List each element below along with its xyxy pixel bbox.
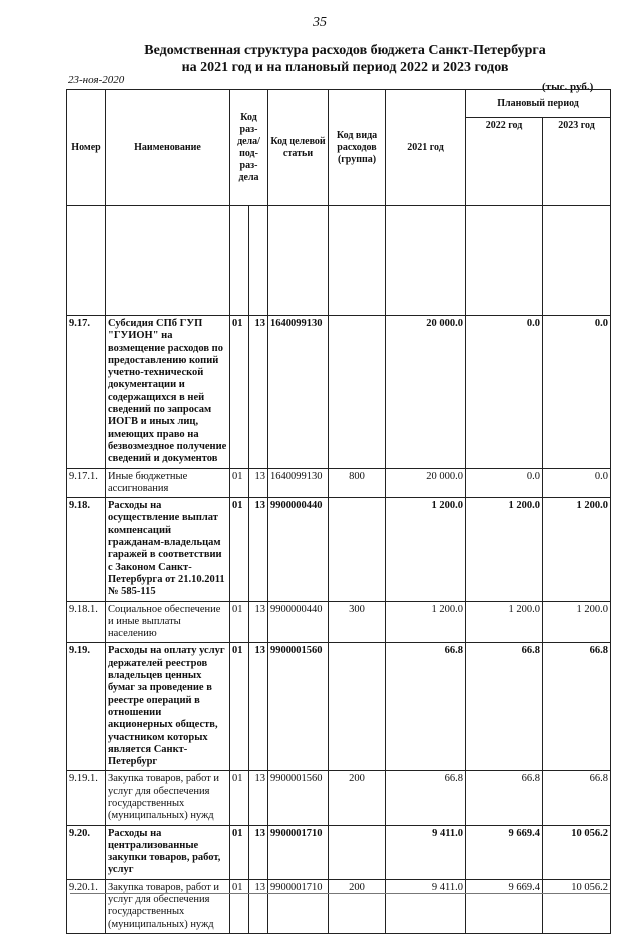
row-value-2023: 1 200.0 bbox=[543, 498, 611, 601]
header-year-2022: 2022 год bbox=[466, 118, 543, 206]
header-name: Наименование bbox=[106, 90, 230, 206]
row-number: 9.17. bbox=[67, 316, 106, 469]
row-section-code: 01 bbox=[230, 643, 249, 771]
row-expense-type-code: 200 bbox=[329, 771, 386, 825]
row-value-2022: 1 200.0 bbox=[466, 498, 543, 601]
budget-table bbox=[66, 89, 611, 934]
table-row bbox=[67, 825, 611, 879]
row-number: 9.20. bbox=[67, 825, 106, 879]
table-row bbox=[67, 879, 611, 933]
row-value-2023: 66.8 bbox=[543, 771, 611, 825]
row-value-2021: 9 411.0 bbox=[386, 825, 466, 879]
row-value-2022: 9 669.4 bbox=[466, 825, 543, 879]
row-value-2023: 10 056.2 bbox=[543, 825, 611, 879]
document-title bbox=[110, 42, 580, 76]
row-name: Субсидия СПб ГУП "ГУИОН" на возмещение расходов по предоставлению копий учетно-технической документации и содержащихся в ней сведений по запросам ИОГВ и иных лиц, имеющих право на безвозмездное получение сведений и документов bbox=[106, 316, 230, 469]
header-year-2021: 2021 год bbox=[386, 90, 466, 206]
row-name: Закупка товаров, работ и услуг для обеспечения государственных (муниципальных) нужд bbox=[106, 771, 230, 825]
row-value-2022: 66.8 bbox=[466, 771, 543, 825]
row-value-2023: 0.0 bbox=[543, 468, 611, 498]
units-label: (тыс. руб.) bbox=[542, 81, 594, 93]
row-target-code: 1640099130 bbox=[268, 316, 329, 469]
table-row bbox=[67, 643, 611, 771]
row-section-code: 01 bbox=[230, 601, 249, 643]
row-expense-type-code: 200 bbox=[329, 879, 386, 933]
header-planned-period: Плановый период bbox=[466, 90, 611, 118]
row-subsection-code: 13 bbox=[249, 771, 268, 825]
row-subsection-code: 13 bbox=[249, 316, 268, 469]
blank-row bbox=[67, 206, 611, 316]
row-number: 9.18. bbox=[67, 498, 106, 601]
row-target-code: 9900001560 bbox=[268, 771, 329, 825]
row-expense-type-code bbox=[329, 643, 386, 771]
table-row bbox=[67, 468, 611, 498]
row-expense-type-code bbox=[329, 316, 386, 469]
row-expense-type-code: 800 bbox=[329, 468, 386, 498]
row-section-code: 01 bbox=[230, 825, 249, 879]
row-name: Иные бюджетные ассигнования bbox=[106, 468, 230, 498]
title-line-1: Ведомственная структура расходов бюджета Санкт-Петербурга bbox=[144, 43, 546, 58]
header-target-code: Код целевой статьи bbox=[268, 90, 329, 206]
row-target-code: 9900000440 bbox=[268, 498, 329, 601]
row-value-2021: 9 411.0 bbox=[386, 879, 466, 933]
table-row bbox=[67, 316, 611, 469]
table-row bbox=[67, 498, 611, 601]
document-date: 23-ноя-2020 bbox=[68, 74, 125, 86]
row-value-2022: 0.0 bbox=[466, 316, 543, 469]
row-number: 9.19.1. bbox=[67, 771, 106, 825]
row-target-code: 1640099130 bbox=[268, 468, 329, 498]
row-section-code: 01 bbox=[230, 879, 249, 933]
table-row bbox=[67, 771, 611, 825]
header-section-code: Код раз- дела/ под- раз- дела bbox=[230, 90, 268, 206]
row-value-2022: 0.0 bbox=[466, 468, 543, 498]
row-value-2023: 0.0 bbox=[543, 316, 611, 469]
header-number: Номер bbox=[67, 90, 106, 206]
header-year-2023: 2023 год bbox=[543, 118, 611, 206]
row-subsection-code: 13 bbox=[249, 498, 268, 601]
row-section-code: 01 bbox=[230, 771, 249, 825]
row-subsection-code: 13 bbox=[249, 601, 268, 643]
header-expense-type-code: Код вида расходов (группа) bbox=[329, 90, 386, 206]
row-subsection-code: 13 bbox=[249, 879, 268, 933]
row-value-2021: 66.8 bbox=[386, 643, 466, 771]
row-expense-type-code bbox=[329, 825, 386, 879]
row-value-2021: 1 200.0 bbox=[386, 498, 466, 601]
row-expense-type-code bbox=[329, 498, 386, 601]
row-target-code: 9900001560 bbox=[268, 643, 329, 771]
row-value-2022: 66.8 bbox=[466, 643, 543, 771]
row-number: 9.17.1. bbox=[67, 468, 106, 498]
bottom-rule bbox=[70, 893, 610, 894]
row-subsection-code: 13 bbox=[249, 825, 268, 879]
row-name: Закупка товаров, работ и услуг для обеспечения государственных (муниципальных) нужд bbox=[106, 879, 230, 933]
row-name: Расходы на централизованные закупки товаров, работ, услуг bbox=[106, 825, 230, 879]
budget-table-body bbox=[67, 206, 611, 934]
row-section-code: 01 bbox=[230, 316, 249, 469]
row-name: Социальное обеспечение и иные выплаты населению bbox=[106, 601, 230, 643]
row-subsection-code: 13 bbox=[249, 643, 268, 771]
table-row bbox=[67, 601, 611, 643]
row-target-code: 9900001710 bbox=[268, 879, 329, 933]
row-value-2021: 20 000.0 bbox=[386, 316, 466, 469]
row-value-2023: 10 056.2 bbox=[543, 879, 611, 933]
row-name: Расходы на осуществление выплат компенсаций гражданам-владельцам гаражей в соответствии с Законом Санкт-Петербурга от 21.10.2011 № 585-115 bbox=[106, 498, 230, 601]
row-value-2022: 9 669.4 bbox=[466, 879, 543, 933]
row-name: Расходы на оплату услуг держателей реестров владельцев ценных бумаг за проведение в реестре операций в отношении акционерных обществ, участником которых является Санкт-Петербург bbox=[106, 643, 230, 771]
row-number: 9.18.1. bbox=[67, 601, 106, 643]
title-line-2: на 2021 год и на плановый период 2022 и 2023 годов bbox=[181, 60, 509, 75]
row-value-2021: 1 200.0 bbox=[386, 601, 466, 643]
row-expense-type-code: 300 bbox=[329, 601, 386, 643]
row-target-code: 9900000440 bbox=[268, 601, 329, 643]
row-value-2022: 1 200.0 bbox=[466, 601, 543, 643]
row-subsection-code: 13 bbox=[249, 468, 268, 498]
row-section-code: 01 bbox=[230, 468, 249, 498]
row-section-code: 01 bbox=[230, 498, 249, 601]
page-number: 35 bbox=[313, 15, 327, 30]
row-number: 9.20.1. bbox=[67, 879, 106, 933]
row-number: 9.19. bbox=[67, 643, 106, 771]
row-value-2021: 66.8 bbox=[386, 771, 466, 825]
row-value-2021: 20 000.0 bbox=[386, 468, 466, 498]
row-value-2023: 1 200.0 bbox=[543, 601, 611, 643]
row-target-code: 9900001710 bbox=[268, 825, 329, 879]
row-value-2023: 66.8 bbox=[543, 643, 611, 771]
